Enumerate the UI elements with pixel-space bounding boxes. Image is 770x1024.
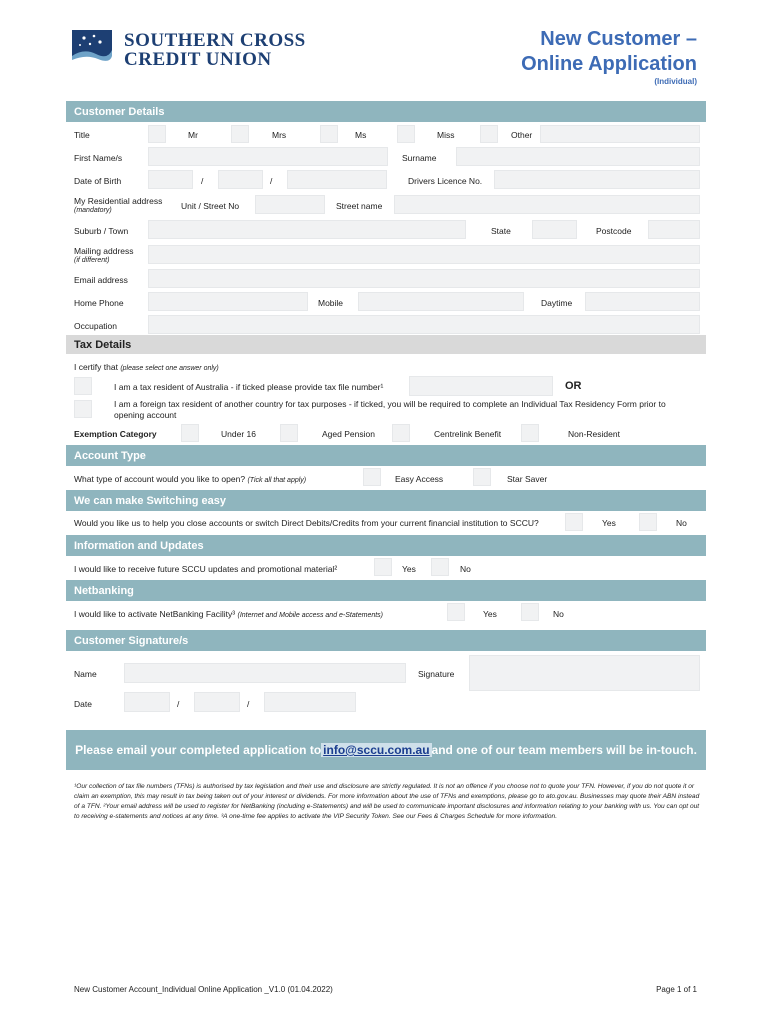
licence-field[interactable] [494, 170, 700, 189]
foreign-resident-checkbox[interactable] [74, 400, 92, 418]
netbanking-no-checkbox[interactable] [521, 603, 539, 621]
occupation-label: Occupation [74, 321, 117, 331]
postcode-label: Postcode [596, 226, 632, 236]
mobile-field[interactable] [358, 292, 524, 311]
state-label: State [491, 226, 511, 236]
occupation-field[interactable] [148, 315, 700, 334]
netbanking-yes-checkbox[interactable] [447, 603, 465, 621]
unit-field[interactable] [255, 195, 325, 214]
dob-slash-1: / [201, 176, 204, 186]
exemption-nonres-label: Non-Resident [568, 429, 620, 439]
footnote: ¹Our collection of tax file numbers (TFNs) is authorised by tax legislation and their use and disclosure are strictly regulated. It is not an offence if you choose not to quote your TFN. However, if you do not quote it or claim an exemption, this may result in tax being taken out of your interest or dividends. For more information about the use of TFNs and exemptions, please go to ato.gov.au. Businesses may quote their ABN instead of a TFN. ²Your email address will be used to register for NetBanking (including e-Statements) and will be used to communicate important disclosures and information relating to your banking with us. You can opt out to receiving e-statements and notices at any time. ³A one-time fee applies to activate the VIP Security Token. See our Fees & Charges Schedule for more information. [74, 783, 700, 820]
home-phone-label: Home Phone [74, 298, 124, 308]
section-header-tax-details: Tax Details [66, 335, 706, 354]
netbanking-question-note: (Internet and Mobile access and e-Statements) [237, 612, 384, 619]
netbanking-question-text: I would like to activate NetBanking Facility³ [74, 609, 236, 619]
date-month-field[interactable] [194, 692, 240, 712]
tax-resident-label: I am a tax resident of Australia - if ticked please provide tax file number¹ [114, 382, 384, 392]
exemption-under16-label: Under 16 [221, 429, 256, 439]
info-question: I would like to receive future SCCU updates and promotional material² [74, 564, 338, 574]
licence-label: Drivers Licence No. [408, 176, 483, 186]
section-header-switching: We can make Switching easy [66, 490, 706, 511]
section-header-customer-details: Customer Details [66, 101, 706, 122]
page-title-line-2: Online Application [521, 53, 697, 75]
state-field[interactable] [532, 220, 577, 239]
postcode-field[interactable] [648, 220, 700, 239]
signature-name-field[interactable] [124, 663, 406, 683]
email-instruction-after: and one of our team members will be in-touch. [431, 743, 697, 757]
home-phone-field[interactable] [148, 292, 308, 311]
logo [72, 30, 372, 70]
date-slash-2: / [247, 699, 250, 709]
res-address-label: My Residential address [74, 196, 163, 206]
unit-label: Unit / Street No [181, 201, 240, 211]
exemption-aged-checkbox[interactable] [280, 424, 298, 442]
daytime-label: Daytime [541, 298, 573, 308]
title-mrs-label: Mrs [272, 130, 287, 140]
first-name-field[interactable] [148, 147, 388, 166]
exemption-centrelink-checkbox[interactable] [392, 424, 410, 442]
first-name-label: First Name/s [74, 153, 123, 163]
exemption-nonres-checkbox[interactable] [521, 424, 539, 442]
info-no-checkbox[interactable] [431, 558, 449, 576]
foreign-resident-line-2: opening account [114, 410, 177, 420]
surname-field[interactable] [456, 147, 700, 166]
date-day-field[interactable] [124, 692, 170, 712]
date-label: Date [74, 699, 92, 709]
dob-label: Date of Birth [74, 176, 122, 186]
tfn-field[interactable] [409, 376, 553, 396]
email-instruction-before: Please email your completed application to [75, 743, 322, 757]
date-slash-1: / [177, 699, 180, 709]
dob-slash-2: / [270, 176, 273, 186]
footer-document-id: New Customer Account_Individual Online Application _V1.0 (01.04.2022) [74, 985, 333, 994]
netbanking-no-label: No [553, 609, 564, 619]
res-address-mandatory: (mandatory) [74, 207, 112, 214]
email-label: Email address [74, 275, 128, 285]
dob-year-field[interactable] [287, 170, 387, 189]
title-miss-label: Miss [437, 130, 455, 140]
foreign-resident-line-1: I am a foreign tax resident of another country for tax purposes - if ticked, you will be required to complete an Individual Tax Residency Form prior to [114, 399, 666, 409]
exemption-label: Exemption Category [74, 429, 157, 439]
logo-line-1: SOUTHERN CROSS [124, 30, 306, 51]
title-mrs-checkbox[interactable] [231, 125, 249, 143]
switching-no-checkbox[interactable] [639, 513, 657, 531]
street-label: Street name [336, 201, 383, 211]
title-ms-label: Ms [355, 130, 367, 140]
certify-label [74, 362, 219, 372]
logo-line-2: CREDIT UNION [124, 49, 272, 70]
section-header-information: Information and Updates [66, 535, 706, 556]
star-saver-checkbox[interactable] [473, 468, 491, 486]
southern-cross-logo-icon [72, 30, 112, 68]
section-header-netbanking: Netbanking [66, 580, 706, 601]
mailing-if-different: (if different) [74, 257, 110, 264]
footer-page-number: Page 1 of 1 [656, 985, 697, 994]
email-instruction-band [66, 730, 706, 770]
info-yes-checkbox[interactable] [374, 558, 392, 576]
title-other-checkbox[interactable] [480, 125, 498, 143]
title-mr-label: Mr [188, 130, 198, 140]
dob-month-field[interactable] [218, 170, 263, 189]
surname-label: Surname [402, 153, 437, 163]
mailing-field[interactable] [148, 245, 700, 264]
certify-note: (please select one answer only) [120, 365, 219, 372]
netbanking-question [74, 609, 383, 619]
page-title-line-1: New Customer – [540, 28, 697, 50]
switching-yes-label: Yes [602, 518, 616, 528]
section-header-signature: Customer Signature/s [66, 630, 706, 651]
or-label: OR [565, 380, 582, 392]
title-mr-checkbox[interactable] [148, 125, 166, 143]
street-field[interactable] [394, 195, 700, 214]
title-other-label: Other [511, 130, 533, 140]
star-saver-label: Star Saver [507, 474, 548, 484]
title-label: Title [74, 130, 90, 140]
dob-day-field[interactable] [148, 170, 193, 189]
mobile-label: Mobile [318, 298, 344, 308]
easy-access-checkbox[interactable] [363, 468, 381, 486]
certify-text: I certify that [74, 362, 118, 372]
signature-label: Signature [418, 669, 455, 679]
title-other-field[interactable] [540, 125, 700, 143]
section-header-account-type: Account Type [66, 445, 706, 466]
title-ms-checkbox[interactable] [320, 125, 338, 143]
suburb-field[interactable] [148, 220, 466, 239]
email-field[interactable] [148, 269, 700, 288]
date-year-field[interactable] [264, 692, 356, 712]
name-label: Name [74, 669, 97, 679]
suburb-label: Suburb / Town [74, 226, 129, 236]
mailing-label: Mailing address [74, 246, 134, 256]
email-link[interactable]: info@sccu.com.au [323, 743, 430, 757]
account-question [74, 474, 306, 484]
easy-access-label: Easy Access [395, 474, 444, 484]
exemption-aged-label: Aged Pension [322, 429, 375, 439]
account-question-text: What type of account would you like to open? [74, 474, 246, 484]
info-no-label: No [460, 564, 471, 574]
account-question-note: (Tick all that apply) [247, 477, 307, 484]
exemption-centrelink-label: Centrelink Benefit [434, 429, 502, 439]
exemption-under16-checkbox[interactable] [181, 424, 199, 442]
switching-no-label: No [676, 518, 687, 528]
tax-resident-checkbox[interactable] [74, 377, 92, 395]
signature-field[interactable] [469, 655, 700, 691]
info-yes-label: Yes [402, 564, 416, 574]
switching-question: Would you like us to help you close accounts or switch Direct Debits/Credits from your current financial institution to SCCU? [74, 518, 539, 528]
switching-yes-checkbox[interactable] [565, 513, 583, 531]
daytime-field[interactable] [585, 292, 700, 311]
title-miss-checkbox[interactable] [397, 125, 415, 143]
page-subtitle: (Individual) [654, 77, 697, 86]
netbanking-yes-label: Yes [483, 609, 497, 619]
